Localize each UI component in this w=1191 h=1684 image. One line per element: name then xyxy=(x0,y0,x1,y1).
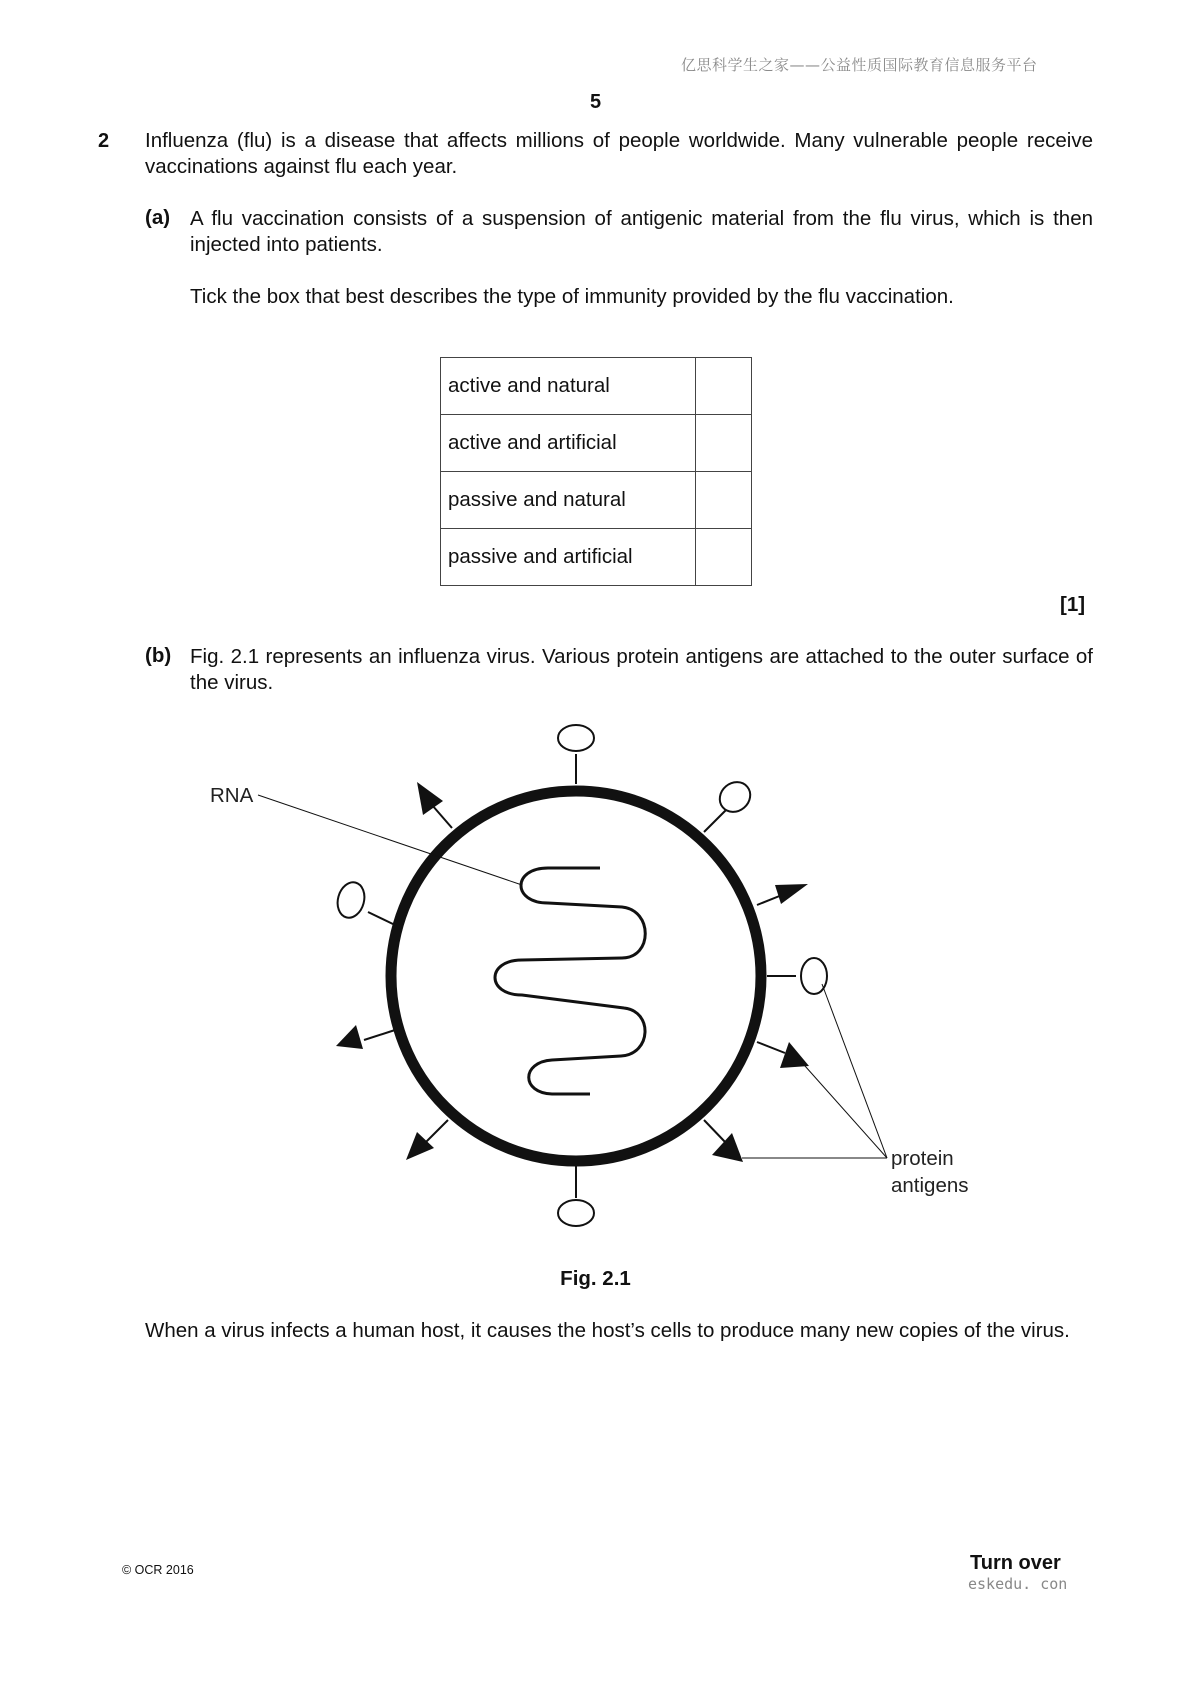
protein-antigens-label: protein xyxy=(891,1147,954,1170)
part-a-label: (a) xyxy=(145,206,171,229)
triangle-antigens xyxy=(336,782,809,1162)
oval-antigen xyxy=(558,725,594,751)
option-label: passive and natural xyxy=(441,472,696,529)
oval-antigens xyxy=(334,725,827,1226)
question-intro: Influenza (flu) is a disease that affects millions of people worldwide. Many vulnerable people receive vaccinations against flu each year. xyxy=(145,129,1093,178)
triangle-antigen xyxy=(417,782,443,815)
spike-stems xyxy=(364,754,796,1198)
part-a-text: A flu vaccination consists of a suspension of antigenic material from the flu virus, which is then injected into patients. xyxy=(190,207,1093,256)
site-watermark: eskedu. con xyxy=(968,1575,1068,1593)
rna-label: RNA xyxy=(210,784,254,807)
part-a-instruction: Tick the box that best describes the type of immunity provided by the flu vaccination. xyxy=(190,285,954,308)
part-b-label: (b) xyxy=(145,644,172,667)
marks-indicator: [1] xyxy=(1060,593,1086,616)
option-label: passive and artificial xyxy=(441,529,696,586)
protein-antigens-label: antigens xyxy=(891,1174,969,1197)
oval-antigen xyxy=(334,879,368,921)
triangle-antigen xyxy=(775,884,808,904)
oval-antigen xyxy=(801,958,827,994)
triangle-antigen xyxy=(336,1025,363,1049)
figure-caption: Fig. 2.1 xyxy=(560,1267,631,1290)
triangle-antigen xyxy=(780,1042,809,1068)
option-label: active and natural xyxy=(441,358,696,415)
question-number: 2 xyxy=(98,130,110,152)
option-label: active and artificial xyxy=(441,415,696,472)
turn-over-text: Turn over xyxy=(970,1552,1061,1574)
page-number: 5 xyxy=(589,91,602,113)
copyright-text: © OCR 2016 xyxy=(122,1563,194,1577)
oval-antigen xyxy=(714,776,757,818)
triangle-antigen xyxy=(406,1132,434,1160)
part-b-after-text: When a virus infects a human host, it causes the host’s cells to produce many new copies of the virus. xyxy=(145,1319,1070,1342)
part-b-text: Fig. 2.1 represents an influenza virus. Various protein antigens are attached to the outer surface of the virus. xyxy=(190,645,1093,694)
watermark-text: 亿思科学生之家——公益性质国际教育信息服务平台 xyxy=(681,56,1038,74)
rna-strand xyxy=(495,868,645,1094)
oval-antigen xyxy=(558,1200,594,1226)
triangle-antigen xyxy=(712,1133,743,1162)
virus-envelope xyxy=(391,791,761,1161)
